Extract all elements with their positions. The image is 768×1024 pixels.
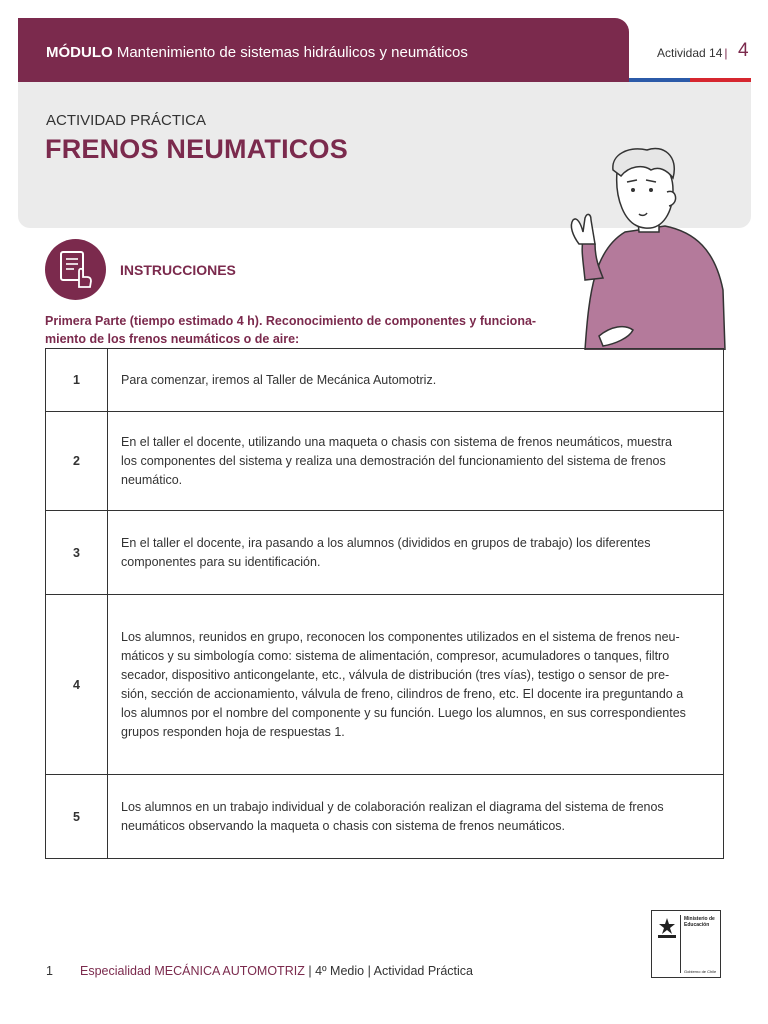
logo-divider [680,915,681,973]
ministry-logo [651,910,721,978]
step-text-line: Los alumnos, reunidos en grupo, reconocen los componentes utilizados en el sistema de frenos neu- [121,629,680,644]
table-row [46,511,724,595]
step-text-line: neumático. [121,472,183,487]
step-number: 4 [46,595,108,775]
table-row [46,349,724,412]
footer-info [80,964,473,978]
step-number: 2 [46,412,108,511]
step-text-line: los alumnos por el nombre del componente y su función. Luego los alumnos, en sus correspondientes [121,705,686,720]
step-text-line: componentes para su identificación. [121,554,321,569]
step-text-line: sión, sección de accionamiento, válvula de freno, cilindros de freno, etc. El docente ira preguntando a [121,686,684,701]
instructions-heading: INSTRUCCIONES [120,262,236,278]
step-text-line: Para comenzar, iremos al Taller de Mecánica Automotriz. [121,372,437,387]
steps-table [45,348,724,859]
step-text-line: máticos y su simbología como: sistema de alimentación, compresor, acumuladores o tanques, filtro [121,648,670,663]
activity-kicker: ACTIVIDAD PRÁCTICA [46,112,207,129]
step-number: 1 [46,349,108,412]
table-row [46,412,724,511]
footer-page-number: 1 [46,964,53,978]
step-number: 5 [46,775,108,859]
step-text-line: En el taller el docente, utilizando una maqueta o chasis con sistema de frenos neumáticos, muestra [121,434,673,449]
step-text-line: grupos responden hoja de respuestas 1. [121,724,345,739]
footer-activity-type: Actividad Práctica [373,964,473,978]
part-heading-line: miento de los frenos neumáticos o de aire: [45,332,300,346]
activity-indicator [657,46,728,60]
step-text [108,775,724,859]
footer-separator: | [308,964,312,978]
step-text [108,412,724,511]
step-text [108,349,724,412]
table-row [46,595,724,775]
step-text-line: En el taller el docente, ira pasando a los alumnos (divididos en grupos de trabajo) los diferentes [121,535,651,550]
activity-label: Actividad 14 [657,46,723,60]
step-text-line: los componentes del sistema y realiza una demostración del funcionamiento del sistema de frenos [121,453,666,468]
footer-specialty: Especialidad MECÁNICA AUTOMOTRIZ [80,964,305,978]
table-row [46,775,724,859]
ministry-name-line: Ministerio de [684,916,715,922]
page-title: FRENOS NEUMATICOS [45,134,348,164]
module-label: MÓDULO [46,44,113,61]
ministry-name-line: Educación [684,922,710,928]
module-title [46,44,468,61]
footer-separator: | [367,964,371,978]
activity-separator: | [724,46,728,60]
document-touch-icon [57,249,95,289]
part-heading-line: Primera Parte (tiempo estimado 4 h). Reconocimiento de componentes y funciona- [45,314,537,328]
thinking-person-illustration [555,140,735,350]
footer-grade: 4º Medio [315,964,365,978]
step-text-line: Los alumnos en un trabajo individual y de colaboración realizan el diagrama del sistema de frenos [121,799,664,814]
step-text [108,511,724,595]
part-heading [45,312,570,348]
government-name: Gobierno de Chile [684,969,717,974]
module-name: Mantenimiento de sistemas hidráulicos y neumáticos [116,44,468,61]
instructions-icon-badge [45,239,106,300]
step-text-line: secador, dispositivo anticongelante, etc., válvula de distribución (tres vías), testigo o sensor de pre- [121,667,670,682]
step-text-line: neumáticos observando la maqueta o chasis con sistema de frenos neumáticos. [121,818,565,833]
step-text [108,595,724,775]
chile-crest-icon [656,917,678,939]
ministry-name [684,916,715,928]
header-page-number: 4 [738,40,749,61]
step-number: 3 [46,511,108,595]
